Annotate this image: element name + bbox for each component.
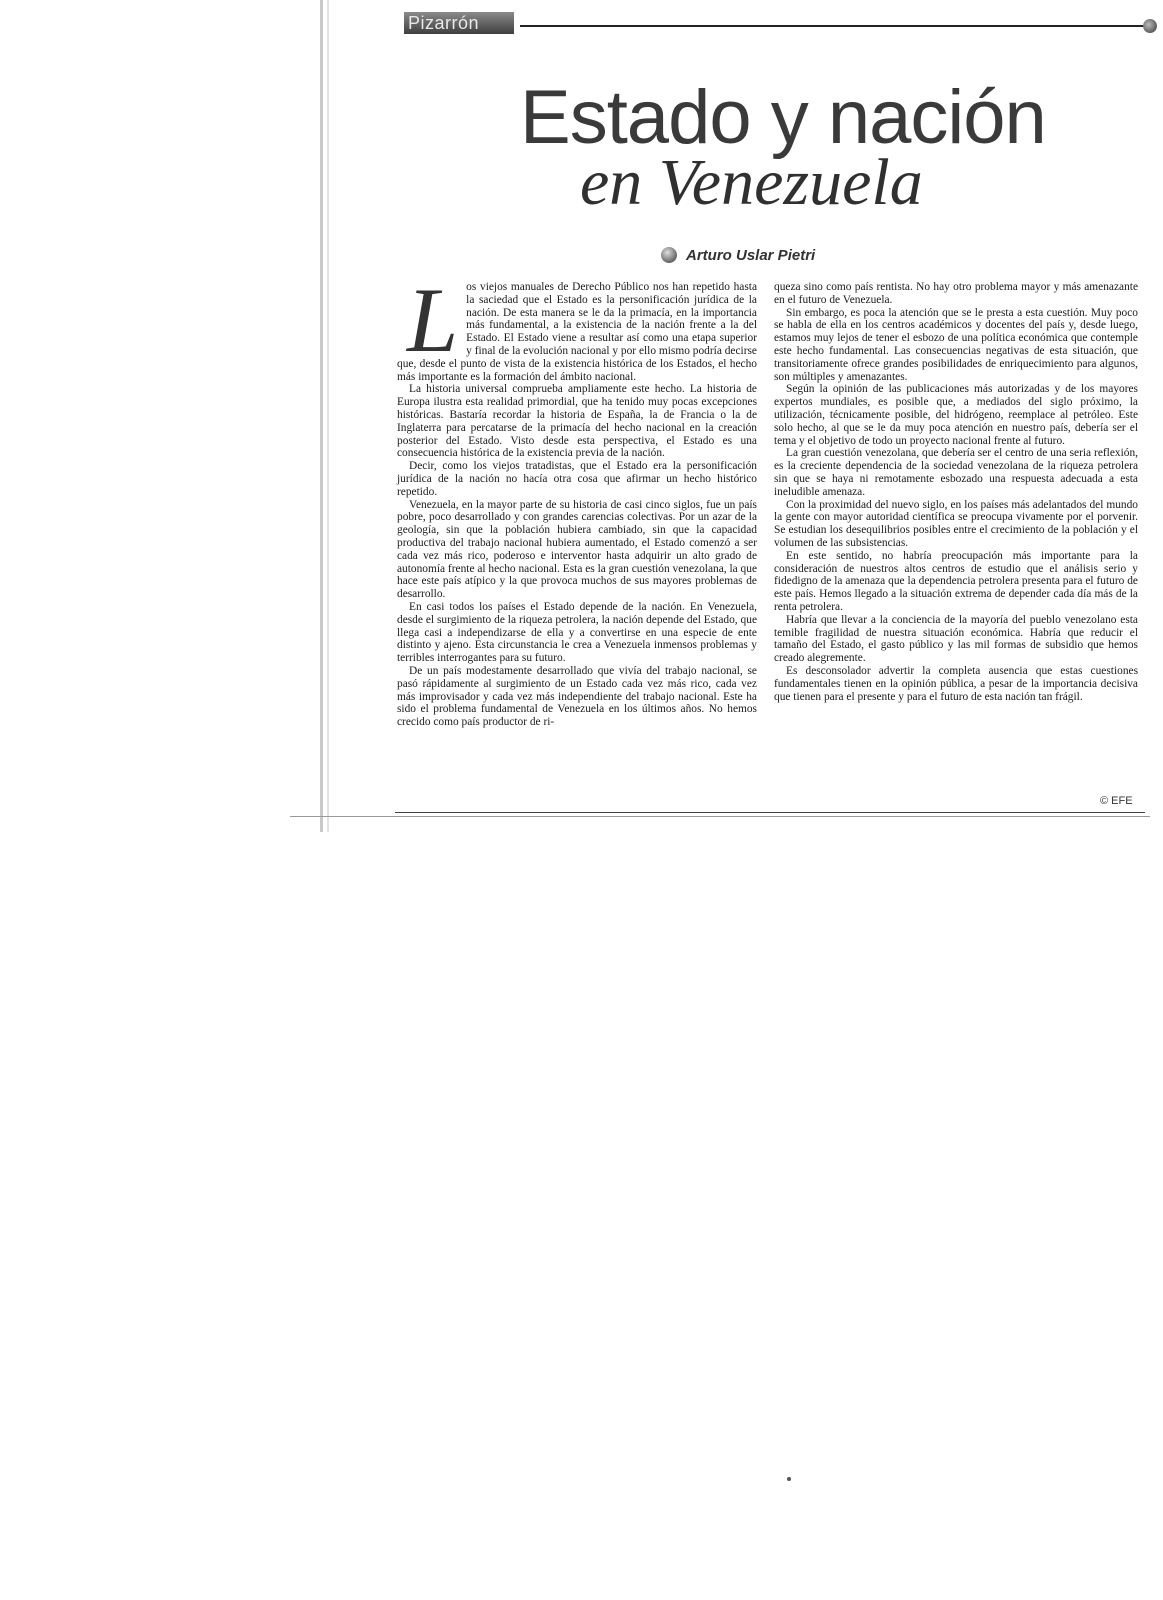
article-paragraph: En casi todos los países el Estado depende de la nación. En Venezuela, desde el surgimiento de la riqueza petrolera, la nación depende del Estado, que llega casi a independizarse de ella y a convertirse en una especie de ente distinto y ajeno. Esta circunstancia le crea a Venezuela inmensos problemas y terribles interrogantes para su futuro.	[397, 600, 757, 665]
article-paragraph: De un país modestamente desarrollado que vivía del trabajo nacional, se pasó rápidamente al surgimiento de un Estado cada vez más rico, cada vez más improvisador y cada vez más independiente del trabajo nacional. Este ha sido el problema fundamental de Venezuela en los últimos años. No hemos crecido como país productor de ri-	[397, 664, 757, 729]
scan-edge-shadow-inner	[327, 0, 329, 832]
headline-line-1: Estado y nación	[520, 75, 1046, 160]
article-paragraph: La gran cuestión venezolana, que debería ser el centro de una seria reflexión, es la creciente dependencia de la sociedad venezolana de la riqueza petrolera sin que se haya ni remotamente esbozado una respuesta adecuada a esta ineludible amenaza.	[774, 447, 1138, 498]
article-paragraph: Decir, como los viejos tratadistas, que el Estado era la personificación jurídica de la nación no hacía otra cosa que afirmar un hecho histórico repetido.	[397, 460, 757, 498]
byline-author: Arturo Uslar Pietri	[686, 247, 816, 264]
bottom-rule	[395, 812, 1145, 813]
photo-credit: © EFE	[1100, 795, 1133, 807]
article-paragraph: En este sentido, no habría preocupación más importante para la consideración de nuestros altos centros de estudio que el análisis serio y fidedigno de la amenaza que la dependencia petrolera presenta para el futuro de este país. Hemos llegado a la situación extrema de depender cada día más de la renta petrolera.	[774, 549, 1138, 613]
article-paragraph: Según la opinión de las publicaciones más autorizadas y de los mayores expertos mundiales, es posible que, a mediados del siglo próximo, la utilización, técnicamente posible, del hidrógeno, reemplace al petróleo. Este solo hecho, al que se le da muy poca atención en nuestro país, debería ser el tema y el objetivo de todo un proyecto nacional frente al futuro.	[774, 383, 1138, 447]
bottom-rule-scan	[290, 816, 1150, 817]
article-paragraph: Venezuela, en la mayor parte de su historia de casi cinco siglos, fue un país pobre, poco desarrollado y con grandes carencias colectivas. Por un azar de la geología, sin que la población hubiera cambiado, sin que la capacidad productiva del trabajo nacional hubiera aumentado, el Estado comenzó a ser cada vez más rico, poderoso e interventor hasta adquirir un alto grado de autonomía frente al hecho nacional. Esta es la gran cuestión venezolana, la que hace este país atípico y la que provoca muchos de sus mayores problemas de desarrollo.	[397, 498, 757, 601]
article-paragraph: Sin embargo, es poca la atención que se le presta a esta cuestión. Muy poco se habla de ella en los centros académicos y docentes del país y, desde luego, estamos muy lejos de tener el esbozo de una política económica que contemple este hecho fundamental. Las consecuencias negativas de esta situación, que transitoriamente ofrece grandes posibilidades de enriquecimiento para algunos, son múltiples y amenazantes.	[774, 306, 1138, 383]
article-paragraph: Los viejos manuales de Derecho Público nos han repetido hasta la saciedad que el Estado es la personificación jurídica de la nación. De esta manera se le da la primacía, en la importancia más fundamental, a la existencia de la nación frente a la del Estado. El Estado viene a resultar así como una etapa superior y final de la evolución nacional y por ello mismo podría decirse que, desde el punto de vista de la existencia histórica de los Estados, el hecho más importante es la formación del ámbito nacional.	[397, 269, 757, 383]
section-label: Pizarrón	[408, 13, 480, 33]
section-rule	[520, 25, 1150, 27]
scan-speck	[787, 1477, 791, 1481]
headline-line-2: en Venezuela	[580, 146, 923, 219]
byline-bullet-icon	[661, 247, 677, 263]
article-column-2	[774, 281, 1138, 703]
article-paragraph: Habría que llevar a la conciencia de la mayoría del pueblo venezolano esta temible fragilidad de nuestra situación económica. Habría que reducir el tamaño del Estado, el gasto público y las mil formas de subsidio que hemos creado alegremente.	[774, 613, 1138, 665]
drop-cap: L	[407, 269, 459, 371]
section-rule-end-dot	[1143, 19, 1157, 33]
article-paragraph: queza sino como país rentista. No hay otro problema mayor y más amenazante en el futuro de Venezuela.	[774, 281, 1138, 306]
article-paragraph: La historia universal comprueba ampliamente este hecho. La historia de Europa ilustra esta realidad primordial, que ha tenido muy pocas excepciones históricas. Bastaría recordar la historia de España, la de Francia o la de Inglaterra para percatarse de la primacía del hecho nacional en la creación posterior del Estado. Visto desde esta perspectiva, el Estado es una consecuencia histórica de la existencia previa de la nación.	[397, 383, 757, 460]
article-paragraph: Con la proximidad del nuevo siglo, en los países más adelantados del mundo la gente con mayor autoridad científica se preocupa vivamente por el porvenir. Se estudian los desequilibrios posibles entre el crecimiento de la población y el volumen de las subsistencias.	[774, 498, 1138, 549]
article-column-1	[397, 269, 757, 729]
article-paragraph: Es desconsolador advertir la completa ausencia que estas cuestiones fundamentales tienen en la opinión pública, a pesar de la importancia decisiva que tienen para el presente y para el futuro de esta nación tan frágil.	[774, 664, 1138, 703]
scan-edge-shadow	[320, 0, 323, 832]
